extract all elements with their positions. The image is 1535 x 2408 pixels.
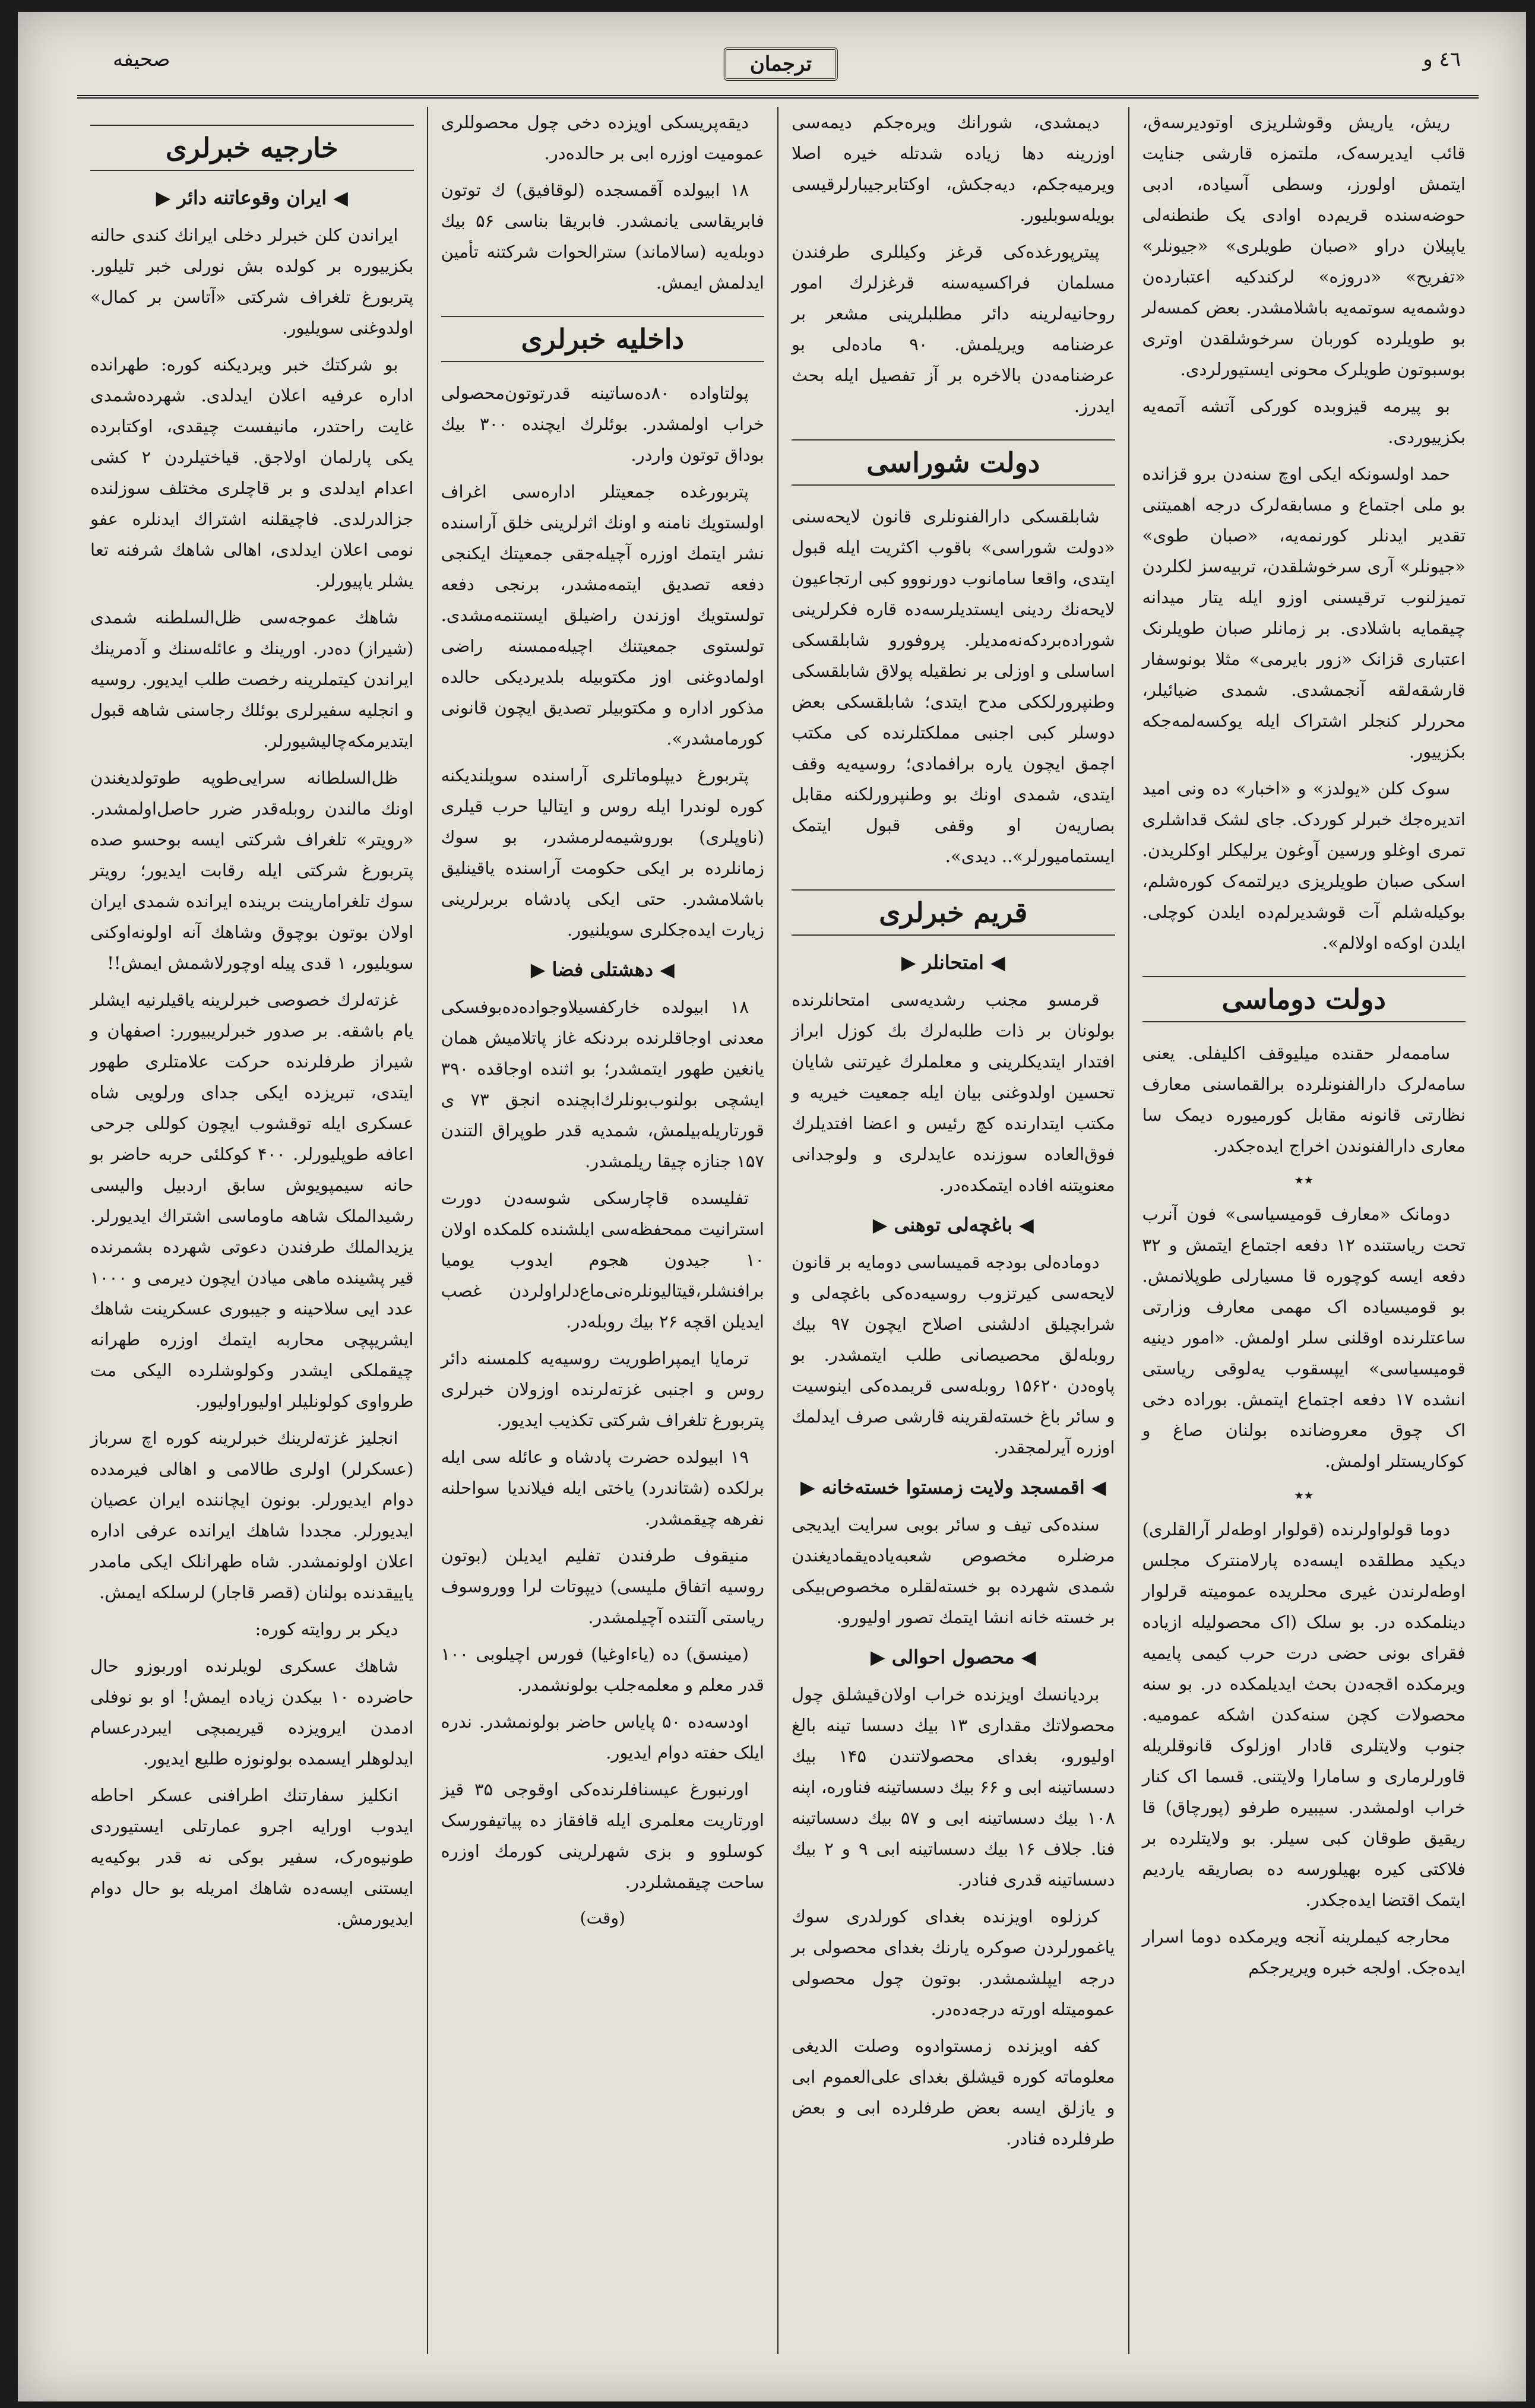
- article-paragraph: پولتاواده ۸۰ده‌ساتینه قدرتوتون‌محصولی خراب اولمشدر. بوئلرك ایچنده ۳۰۰ بیك بوداق توتون واردر.: [441, 383, 765, 465]
- column-1: [1128, 107, 1479, 2354]
- article-paragraph: سنده‌کی تیف و سائر بوبی سرایت ایدیجی مرضلره مخصوص شعبه‌یاده‌یقمادیغندن شمدی شهرده بو خسته‌لقلره مخصوص‌بیکی بر خسته خانه انشا ایتمك تصور اولیورو.: [792, 1514, 1115, 1627]
- article-paragraph: سوک کلن «یولدز» و «اخبار» ده ونی اميد اتدیره‌جك خبرلر کوردک. جای لشک قداشلری تمری اوغلو ورسین آوغون یرلیکلر اوکلریدن. اسکی صبان طویلریزی دیرلتمه‌ک کوره‌شلم، بوکیله‌شلم آت قوشدیرلم‌ده ایلدن کوچلی. ایلدن اوکه‌ه اولالم».: [1142, 778, 1466, 953]
- masthead-rule: [77, 95, 1479, 99]
- article-subheading: ◀ محصول احوالی ▶: [792, 1646, 1115, 1668]
- article-paragraph: شاهك عسکری لویلرنده اوربوزو حال حاضرده ۱۰ بیکدن زیاده ایمش! او بو نوفلی ادمدن ایرویزده قیریمبچی ایبردرعسام ایدلوهلر ایسمده بولونوزه طلیع ایدیور.: [90, 1656, 414, 1769]
- article-subheading: ◀ امتحانلر ▶: [792, 951, 1115, 974]
- article-paragraph: ایراندن کلن خبرلر دخلی ایرانك کندی حالنه بکزییوره بر کولده بش نورلی خبر تلیلور. پتربورغ تلغراف شرکتی «آتاسن بر کمال» اولدوغنی سویلیور.: [90, 225, 414, 338]
- article-paragraph: ۱۸ ابیولده آقمسجده (لوقافیق) ك توتون فابریقاسی یانمشدر. فابریقا بناسی ۵۶ بیك دوبله‌یه (سالاماند) سترالحوات شرکتنه تأمین ایدلمش ایمش.: [441, 180, 764, 293]
- article-paragraph: منیقوف طرفندن تفلیم ایدیلن (بوتون روسیه اتفاق ملیسی) دیپوتات لرا ووروسوف ریاستی آلتنده آچیلمشدر.: [441, 1545, 764, 1627]
- article-paragraph: انکلیز سفارتنك اطرافنی عسکر احاطه ایدوب اورایه اجرو عمارتلی ایستیوردی طونیوه‌رک، سفیر بوکی نه قدر بوکیه‌یه ایستنی ایسه‌ده شاهك امریله بو حال دوام ایدیورمش.: [90, 1785, 414, 1929]
- article-paragraph: دیمشدی، شورانك ویره‌جكم دیمه‌سی اوزرینه دها زیاده شدتله خیره اصلا ویرمیه‌جکم، دیه‌جکش، اوکتابرجیبارلرقیسی بویله‌سوبلیور.: [792, 112, 1115, 225]
- article-subheading: ◀ باغچه‌لی توهنی ▶: [792, 1213, 1115, 1236]
- newspaper-page: [18, 12, 1526, 2401]
- article-paragraph: ۱۹ ابیولده حضرت پادشاه و عائله‌ سی ایله برلکده (شتاندرد) یاختی ایله فیلاندیا سواحلنه نفرهه چیقمشدر.: [441, 1447, 764, 1529]
- article-paragraph: پیترپورغده‌کی قرغز وکیللری طرفندن مسلمان فراکسیه‌سنه قرغزلرك امور روحانیه‌لرینه دائر مطلبلرینی مشعر بر عرضنامه ویریلمش. ۹۰ ماده‌لی بو عرضنامه‌دن بالاخره بر آز تفصیل ایله بحث ایدرز.: [792, 242, 1115, 416]
- article-paragraph: اودسه‌ده‌ ۵۰ پایاس حاضر بولونمشدر. ندره ایلک حفته دوام ایدیور.: [441, 1712, 764, 1763]
- article-paragraph: دومانک «معارف قومیسیاسی» فون آنرب تحت ریاستنده ۱۲ دفعه اجتماع ایتمش و ۳۲ دفعه ایسه کوچوره قا مسیارلی طوپلانمش. بو قومیسیاده اک مهمی معارف وزارتی ساعتلرنده اوقلنی سلر اولمش. «امور دینیه قومیسیاسی» ایپسقوب یه‌لوقی ریاستی انشده ۱۷ دفعه اجتماع ایتمش. بوراده دخی اک چوق معروضانده بولنان صاغ و کوکاریستلر اولمش.: [1142, 1204, 1466, 1471]
- section-heading: دولت شوراسی: [792, 439, 1115, 486]
- article-paragraph: ۱۸ ابیولده خارکفسیلاوجواده‌ده‌بوفسکی معدنی اوجاقلرنده بردنکه غاز پاتلامیش همان یانغین طهور ایتمشدر؛ بو اثنده اوجاقده ۳۹۰ ایشچی بولنوب‌بونلرك‌ابچنده انجق ۷۳ ی قورتاریله‌بیلمش، شمدیه قدر طوپراق التندن ۱۵۷ جنازه چیقا ریلمشدر.: [441, 997, 764, 1171]
- article-paragraph: بردیانسك اویزنده خراب اولان‌قیشلق چول محصولاتك مقداری ۱۳ بیك دسسا تینه بالغ اولیورو، بغدای محصولاتندن ۱۴۵ بیك دسساتینه ابی و ۶۶ بیك دسساتینه فناوره، اپنه ۱۰۸ بیك دسساتینه ابی و ۵۷ بیك دسساتینه فنا. جلاف ۱۶ بیك دسساتینه ابی ۹ و ۲ بیك دسساتینه قدری فنادر.: [792, 1684, 1115, 1890]
- article-paragraph: پتربورغ دیپلوماتلری آراسنده سویلندیکنه کوره لوندرا ایله روس و ایتالیا حرب قیلری (ناوپلری) بوروشیمه‌لرمشدر، بو سوك زمانلرده بر ایکی حکومت آراسنده یاقینلیق باشلامشدر. حتی ایکی پادشاه بربرلرینی زیارت ایده‌جکلری سویلنیور.: [441, 765, 764, 940]
- page-number: ٤٦ و: [1423, 47, 1461, 71]
- article-paragraph: غزته‌لرك خصوصی خبرلرینه یاقیلرنیه ایشلر یام باشقه. بر صدور خبرلریبیورر: اصفهان و شیراز طرفلرنده حرکت علامتلری طهور ایتدی، تبریزده ایکی جدای ورلویی شاه عسکری ایله توقشوب ایچون کوللی جرحی اعافه طوپلیورلر. ۴۰۰ کوکلئی حربه حاضر بو حانه سیمپویوش سابق اردبیل والیسی رشیدالملک شاهه ماوماسی اشتراك ایدیورلر. یزیدالملك طرفندن دعوتی شهرده بشمرنده قیر پشینده ماهی میادن ایچون دیرمی و ۱۰۰۰ عدد ایی سلاحینه و جیبوری عسکرینت شاهك ایشریپچی محاربه ایتمك اوزره طهرانه چیقملکی ایشدر وکولوشلرده الیکی مت طرواوی کولونلیلر اولیوراولیور.: [90, 990, 414, 1411]
- separator-stars: ٭٭: [1294, 1170, 1314, 1190]
- article-paragraph: دوماده‌لی بودجه قمیساسی دومایه بر قانون لایحه‌سی کیرتزوب روسیه‌ده‌کی باغچه‌لی و شرابچیلق ادلشنی اصلاح ایچون ۹۷ بیك روبله‌لق محصیصانی طلب ایتمشدر. بو پاوه‌دن ۱۵۶۲۰ روبله‌سی قریمده‌کی اینوسیت و سائر باغ خسته‌لقرینه قارشی صرف ایدلمك اوزره آیرلمجقدر.: [792, 1252, 1115, 1458]
- article-paragraph: بو پیرمه قیزوبده کورکی آتشه آتمه‌یه بکزییوردی.: [1142, 396, 1466, 447]
- article-paragraph: شابلقسکی دارالفنونلری قانون لایحه‌سنی «دولت شوراسی» باقوب اکثریت ایله قبول ایتدی، واقعا سامانوب دورنووو کبی ارتجاعیون لایحه‌نك ردینی ایستدیلرسه‌ده قاره فکرلرینی شوراده‌بردکه‌نه‌مدیلر. پروفورو شابلقسکی اساسلی و اوزلی بر نطقیله پولاق شابلقسکی وطنپرورلککی مدح ایتدی؛ شابلقسکی بعض دوسلر کبی اجنبی مملکتلرنده کی مکتب اچمق ایچون یاره برافمادی؛ روسیه‌یه وقف ایتدی، شمدی اونك بو وطنپرورلکنه مقابل بصاریه‌ن او وقفی قبول ایتمک ایستمامیورلر».. دیدی».: [792, 506, 1115, 866]
- article-paragraph: دیقه‌پریسکی اویزده دخی چول محصوللری عمومیت اوزره ابی بر حالده‌در.: [441, 112, 764, 163]
- section-heading: خارجیه خبرلری: [90, 125, 414, 171]
- page-label: صحيفه: [113, 47, 170, 71]
- article-paragraph: شاهك عموجه‌سی ظل‌السلطنه شمدی (شیراز) ده‌در. اورینك و عائله‌سنك و آدمرینك ایراندن کیتملرینه رخصت طلب ایدیور. روسیه و انجلیه سفیرلری بوئلك رجاسنی شاهه قبول ایتدیرمکه‌چالیشیورلر.: [90, 607, 414, 751]
- column-4: [77, 107, 427, 2354]
- article-paragraph: بو شرکتك خبر ویردیکنه کوره: طهرانده اداره عرفیه اعلان ایدلدی. شهرده‌شمدی غایت راحتدر، مانیفست چیقدی، اوکتابرده یکی پارلمان اولاجق. قیاختیلردن ۲ کشی اعدام ایدلدی و بر قاچلری مختلف سوزلنده جزالدرلدی. فاچیقلنه اشتراك ایدنلره عفو نومی اعلان ایدلدی، اهالی شاهك شرفنه تعا یشلر یاپیورلر.: [90, 354, 414, 591]
- column-2: [777, 107, 1128, 2354]
- section-heading: داخلیه خبرلری: [441, 316, 765, 362]
- article-paragraph: اورنبورغ عیسنافلرنده‌کی اوقوجی ۳۵ قیز اورتاریت معلمری ایله قافقاز ده پیاتیفورسک کوسلوو و بزی شهرلرینی کورمك اوزره ساحت چیقمشلردر.: [441, 1779, 764, 1892]
- article-paragraph: قرمسو مجنب رشدیه‌سی امتحانلرنده بولونان بر ذات طلبه‌لرك بك کوزل ابراز افتدار ایتدیکلرینی و معلملرك غیرتنی شایان تحسین اولدوغنی بیان ایله جمعیت خیریه و مکتب ایتدارنده کچ رئیس و اعضا افتدیلرك فوق‌العاده سوزنده عایدلری و ولوجدانی معنویتنه افاده ایتمکده‌در.: [792, 990, 1115, 1195]
- article-paragraph: (مینسق) ده (یاءاوغیا) فورس اچیلوبی ۱۰۰ قدر معلم و معلمه‌جلب بولونشمدر.: [441, 1644, 764, 1695]
- article-paragraph: ظل‌السلطانه سرایی‌طوپه طوتولدیغندن اونك مالندن روبله‌قدر ضرر حاصل‌اولمشدر. «رویتر» تلغراف شرکتی ایسه بوحسو صده پتربورغ شرکتی ایله رقابت ایدیور؛ رویتر سوك تلغرامارینت برینده ایرانده شمدی ایران اولان بوتون بوچوق‌ وشاهك آنه اولونه‌اوکنی سویلیور، ۱ قدی‌ پیله اوچورلاشمش ایمش!!: [90, 768, 414, 973]
- article-paragraph: دوما قولواولرنده (قولوار اوطه‌لر آرالقلری) دیکید مطلقده ایسه‌ده پارلامنترک مجلس اوطه‌لرندن غیری محلریده عمومیته قرلوار دینلمکده در. بو سلک (اک محصولیله ازیاده فقرای بونی حضی درت حرب کیمی پایمیه ویرمکده اقجه‌دن بحث ایدیلمکده در. بو سنه محصولات کچن سنه‌کدن اشکه عمومیه. جنوب ولایتلری قادار اوزلوک قانوقلریله قاورلرماری و سامارا ولایتنی. قسما اک کنار خراب اولمشدر. سیبیره طرفو (پورچاق) قا ریقیق طوقان کبی سیلر. بو ولایتلرده بر فلاکتی کیره بهیلورسه ده بصاریقه یاردیم ایتمک اقتضا ایده‌جکدر.: [1142, 1519, 1466, 1910]
- article-paragraph: حمد اولسونکه ایکی اوچ سنه‌دن برو قزانده بو ملی اجتماع و مسابقه‌لرک درجه اهمیتنی تقدیر ایدنلر کورنمه‌یه، «صبان طوی» «جیونلر» آری سرخوشلقدن، تربیه‌سز لکلردن تمیزلنوب ترقیسنی اوزو ایله یتار میدانه چیقمایه باشلادی. بر زمانلر صبان طویلرنک اعتباری قزانک «زور بایرمی» مثلا بونوسفار قارشقه‌لقه آنجمشدی. شمدی ضیائیلر، محررلر کنجلر اشتراک ایله یوکسه‌لمه‌جکه بکزییور.: [1142, 464, 1466, 762]
- article-paragraph: انجلیز غزته‌لرینك خبرلرینه کوره اچ سرباز (عسکرلر) اولری طالامی و اهالی فیرمدده دوام ایدیورلر. بونون ایچاننده ایران عصیان ایدیورلر. مجددا شاهك ایرانده عرفی اداره اعلان اولونمشدر. شاه طهرانلک ایکی مامدر یاییقدنده بولنان (قصر قاجار) لرسلکه ایمش.: [90, 1428, 414, 1602]
- article-paragraph: ساممه‌لر حقنده میلیوقف اکلیفلی. یعنی سامه‌لرک دارالفنونلرده برالقماسنی معارف نظارتی قانونه مقابل کورمیوره دیمک سا معاری دارالفنوندن اخراج ایده‌جکدر.: [1142, 1043, 1466, 1156]
- article-subheading: ◀ دهشتلی فضا ▶: [441, 958, 765, 981]
- section-heading: قریم خبرلری: [792, 889, 1115, 936]
- section-heading: دولت دوماسی: [1142, 976, 1466, 1022]
- separator-stars: ٭٭: [1294, 1485, 1314, 1506]
- article-subheading: ◀ ایران وقوعاتنه دائر ▶: [90, 186, 414, 209]
- article-paragraph: کفه اویزنده زمستوادوه وصلت الدیغی معلوماته کوره قیشلق بغدای علی‌العموم ابی و یازلق ایسه بعض طرفلرده ابی و بعض طرفلرده فنادر.: [792, 2036, 1115, 2149]
- article-paragraph: کرزلوه اویزنده بغدای کورلدری سوك یاغمورلردن صوکره یارنك بغدای محصولی بر درجه ایپلشمشدر. بوتون چول محصولی عمومیتله اورته درجه‌ده‌در.: [792, 1906, 1115, 2019]
- masthead: [89, 36, 1473, 89]
- article-paragraph: ریش، یاریش وقوشلریزی اوتودیرسه‌ق، قائب ایدیرسه‌ک، ملتمزه قارشی جنایت ایتمش اولورز، وسطی آسیاده، ادبی حوضه‌سنده قریم‌ده اوادی یک طنطنه‌لی یاپیلان دراو «صبان طویلری» «جیونلر» «تفریح» «دروزه» لرکندکیه اعتبارده‌ن دوشمه‌یه سوتمه‌یه باشلامشدر. بعض کمسه‌لر بو طویلرده کوربان سرخوشلقدن اوتری بوسبوتون طویلرک محونی ایستیورلردی.: [1142, 112, 1466, 379]
- column-3: [427, 107, 778, 2354]
- article-paragraph: پتربورغده جمعیتلر اداره‌سی اغراف اولستویك نامنه و اونك اثرلرینی خلق آراسنده نشر ایتمك اوزره آچیله‌جقی جمعیتك ایکنجی دفعه تصدیق ایتمه‌مشدر، برنجی دفعه تولستویك اوزندن راضیلق ایستنمه‌مشدی. تولستوی جمعیتنك اچیله‌ممسنه راضی اولمادوغنی اوز مکتوبیله بلدیردیکی حالده مذکور اداره و مکتوبیلر تصدیق ایچون قانونی کورمامشدر».: [441, 481, 764, 749]
- newspaper-title: ترجمان: [724, 47, 838, 81]
- article-paragraph: ترمایا ایمپراطوریت روسیه‌یه کلمسنه دائر روس و اجنبی غزته‌لرنده اوزولان خبرلری پتربورغ تلغراف شرکتی تکذیب ایدیور.: [441, 1348, 764, 1430]
- article-paragraph: تفلیسده قاچارسکی شوسه‌دن دورت استرانیت ممحفظه‌سی ایلشنده کلمکده اولان ۱۰ جیدون هجوم ایدوب یومیا برافنشلر،قیتالیونلره‌نی‌ماع‌دلراولردن غصب ایدیلن اقچه ۲۶ بیك روبله‌در.: [441, 1188, 764, 1332]
- article-subheading: ◀ اقمسجد ولایت زمستوا خسته‌خانه ▶: [792, 1476, 1115, 1498]
- columns: [77, 107, 1479, 2354]
- source-note: (وقت): [580, 1908, 625, 1928]
- article-paragraph: محارجه کیملرینه آنجه ویرمکده دوما اسرار ایده‌جک. اولجه خبره ویریرجکم: [1142, 1927, 1466, 1978]
- article-paragraph: دیکر بر روایته کوره:: [255, 1619, 398, 1639]
